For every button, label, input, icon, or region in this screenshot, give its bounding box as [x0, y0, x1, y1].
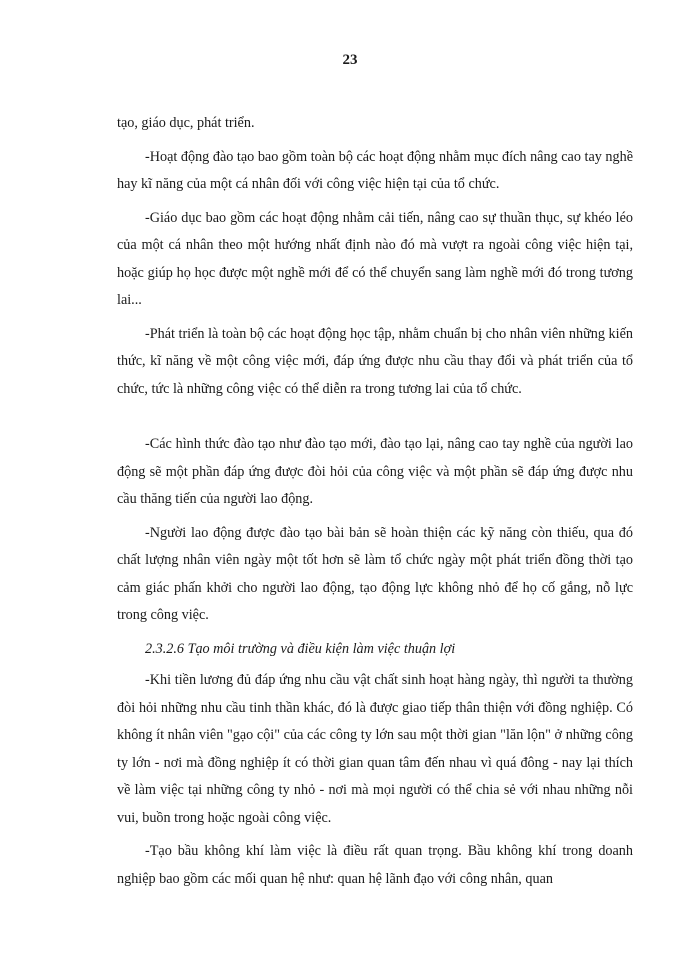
paragraph-continuation: tạo, giáo dục, phát triển.: [117, 115, 255, 131]
section-heading: 2.3.2.6 Tạo môi trường và điều kiện làm việc thuận lợi: [145, 640, 456, 657]
paragraph-development-definition: -Phát triển là toàn bộ các hoạt động học tập, nhằm chuẩn bị cho nhân viên những kiến thức, kĩ năng về một công việc mới, đáp ứng được nhu cầu thay đổi và phát triển của tổ chức, tức là những công việc có thể diễn ra trong tương lai của tổ chức.: [117, 325, 633, 397]
body-text: [117, 110, 633, 899]
paragraph-salary-needs: -Khi tiền lương đủ đáp ứng nhu cầu vật chất sinh hoạt hàng ngày, thì người ta thường đòi hỏi những nhu cầu tinh thần khác, đó là được giao tiếp thân thiện với đồng nghiệp. Có không ít nhân viên "gạo cội" của các công ty lớn sau một thời gian "lăn lộn" ở những công ty lớn - nơi mà đồng nghiệp ít có thời gian quan tâm đến nhau vì quá đông - nay lại thích về làm việc tại những công ty nhỏ - nơi mà mọi người có thể chia sẻ với nhau những nỗi vui, buồn trong hoặc ngoài công việc.: [117, 672, 633, 826]
paragraph-training-forms: -Các hình thức đào tạo như đào tạo mới, đào tạo lại, nâng cao tay nghề của người lao động sẽ một phần đáp ứng được đòi hỏi của công việc và một phần sẽ đáp ứng được nhu cầu thăng tiến của người lao động.: [117, 436, 633, 507]
paragraph-training-definition: -Hoạt động đào tạo bao gồm toàn bộ các hoạt động nhằm mục đích nâng cao tay nghề hay kĩ năng của một cá nhân đối với công việc hiện tại của tổ chức.: [117, 148, 633, 192]
page-number: 23: [342, 52, 358, 68]
paragraph-education-definition: -Giáo dục bao gồm các hoạt động nhằm cải tiến, nâng cao sự thuần thục, sự khéo léo của một cá nhân theo một hướng nhất định nào đó mà vượt ra ngoài công việc hiện tại, hoặc giúp họ học được một nghề mới để có thể chuyển sang làm nghề mới đó trong tương lai...: [117, 209, 633, 308]
paragraph-trained-workers: -Người lao động được đào tạo bài bản sẽ hoàn thiện các kỹ năng còn thiếu, qua đó chất lượng nhân viên ngày một tốt hơn sẽ làm tổ chức ngày một phát triển đồng thời tạo cảm giác phấn khởi cho người lao động, tạo động lực không nhỏ để họ cố gắng, nỗ lực trong công việc.: [117, 524, 633, 623]
paragraph-work-atmosphere: -Tạo bầu không khí làm việc là điều rất quan trọng. Bầu không khí trong doanh nghiệp bao gồm các mối quan hệ như: quan hệ lãnh đạo với công nhân, quan: [117, 843, 633, 887]
